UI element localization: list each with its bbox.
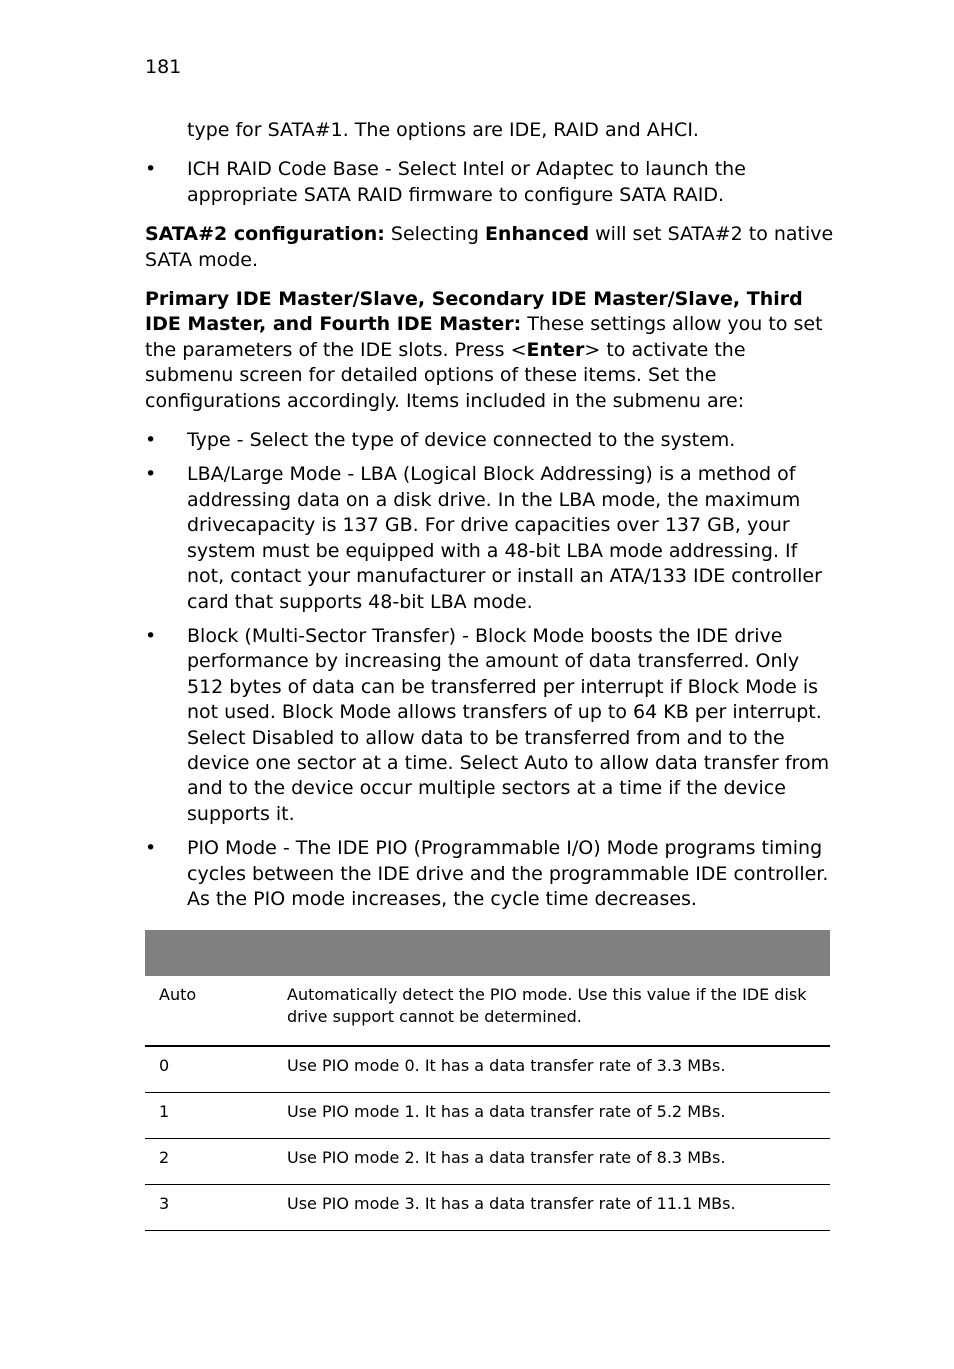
description-cell: Use PIO mode 1. It has a data transfer rate of 5.2 MBs. (287, 1093, 830, 1139)
sata1-continuation: type for SATA#1. The options are IDE, RAID and AHCI. (187, 119, 699, 141)
bullet-text: Block (Multi-Sector Transfer) - Block Mode boosts the IDE drive performance by increasing the amount of data transferred. Only 512 bytes of data can be transferred per interrupt if Block Mode is not used. Block Mode allows transfers of up to 64 KB per interrupt. Select Disabled to allow data to be transferred from and to the device one sector at a time. Select Auto to allow data transfer from and to the device occur multiple sectors at a time if the device supports it. (187, 624, 830, 825)
pio-mode-table (145, 930, 830, 1231)
bullet-text: LBA/Large Mode - LBA (Logical Block Addressing) is a method of addressing data on a disk drive. In the LBA mode, the maximum drivecapacity is 137 GB. For drive capacities over 137 GB, your system must be equipped with a 48-bit LBA mode addressing. If not, contact your manufacturer or install an ATA/133 IDE controller card that supports 48-bit LBA mode. (187, 463, 822, 613)
sata2-text1: Selecting (384, 223, 485, 246)
ide-text1: These settings allow you to set the parameters of the IDE slots. Press < (145, 313, 823, 361)
ide-label: Primary IDE Master/Slave, Secondary IDE Master/Slave, Third IDE Master, and Fourth IDE Master: (145, 288, 803, 336)
mode-cell: 3 (145, 1185, 287, 1231)
sata2-label: SATA#2 configuration: (145, 223, 385, 246)
table-row (145, 1093, 830, 1139)
bullet-text: PIO Mode - The IDE PIO (Programmable I/O) Mode programs timing cycles between the IDE drive and the programmable IDE controller. As the PIO mode increases, the cycle time decreases. (187, 837, 829, 910)
mode-cell: 1 (145, 1093, 287, 1139)
mode-cell: 0 (145, 1046, 287, 1093)
table-header-cell (145, 930, 830, 976)
description-cell: Use PIO mode 3. It has a data transfer rate of 11.1 MBs. (287, 1185, 830, 1231)
ide-text2: > to activate the submenu screen for detailed options of these items. Set the configurations accordingly. Items included in the submenu are: (145, 338, 746, 412)
bullet-text: ICH RAID Code Base - Select Intel or Adaptec to launch the appropriate SATA RAID firmware to configure SATA RAID. (187, 158, 746, 206)
table-row (145, 1046, 830, 1093)
sata2-text2: will set SATA#2 to native SATA mode. (145, 223, 834, 271)
bullet-icon: • (145, 837, 157, 860)
bullet-list-ich (145, 157, 835, 208)
bullet-icon: • (145, 624, 157, 647)
ide-enter-key: Enter (526, 338, 585, 361)
list-item (145, 624, 835, 827)
mode-cell: Auto (145, 976, 287, 1046)
ide-paragraph (145, 287, 835, 414)
bullet-list-ide (145, 428, 835, 912)
page-number: 181 (145, 56, 182, 78)
mode-cell: 2 (145, 1139, 287, 1185)
bullet-icon: • (145, 158, 157, 181)
list-item (145, 428, 835, 453)
table-header-row (145, 930, 830, 976)
description-cell: Use PIO mode 0. It has a data transfer rate of 3.3 MBs. (287, 1046, 830, 1093)
sata2-enhanced: Enhanced (484, 223, 590, 246)
table-row (145, 976, 830, 1046)
list-item (145, 462, 835, 614)
page-content (145, 118, 835, 926)
description-cell: Automatically detect the PIO mode. Use this value if the IDE disk drive support cannot be determined. (287, 976, 830, 1046)
sata2-paragraph (145, 222, 835, 273)
table-row (145, 1139, 830, 1185)
list-item (145, 157, 835, 208)
bullet-icon: • (145, 463, 157, 486)
bullet-text: Type - Select the type of device connected to the system. (187, 429, 736, 452)
table-row (145, 1185, 830, 1231)
bullet-icon: • (145, 429, 157, 452)
list-item (145, 836, 835, 912)
description-cell: Use PIO mode 2. It has a data transfer rate of 8.3 MBs. (287, 1139, 830, 1185)
